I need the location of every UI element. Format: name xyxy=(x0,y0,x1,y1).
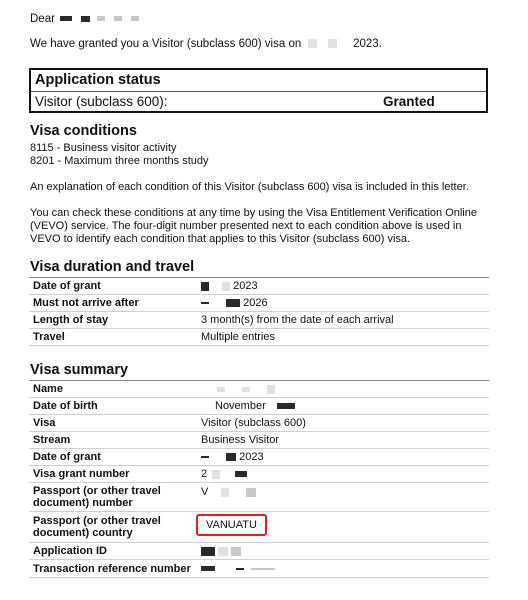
redaction xyxy=(235,471,247,477)
row-label: Must not arrive after xyxy=(29,295,197,312)
greeting-text: Dear xyxy=(30,13,55,25)
status-visa-label: Visitor (subclass 600): xyxy=(35,94,168,109)
row-value xyxy=(197,560,489,578)
row-label: Transaction reference number xyxy=(29,560,197,578)
redaction xyxy=(328,39,337,48)
row-label: Visa xyxy=(29,415,197,432)
redaction xyxy=(308,39,317,48)
table-row xyxy=(29,466,489,483)
table-row xyxy=(29,398,489,415)
redaction xyxy=(114,16,122,21)
table-row xyxy=(29,295,489,312)
redaction xyxy=(201,547,215,556)
redaction xyxy=(212,470,220,479)
table-row xyxy=(29,329,489,346)
redaction xyxy=(226,453,236,461)
row-value: November xyxy=(197,398,489,415)
redaction xyxy=(201,282,209,291)
row-label: Passport (or other travel document) country xyxy=(29,512,197,543)
table-row xyxy=(29,512,489,543)
status-heading: Application status xyxy=(35,72,161,88)
greeting-line xyxy=(30,12,139,26)
redaction xyxy=(201,566,215,571)
redaction xyxy=(201,456,209,458)
redaction xyxy=(251,568,275,570)
row-value: 2023 xyxy=(197,278,489,295)
vevo-line: VEVO to identify each condition that applies to this Visitor (subclass 600) visa. xyxy=(30,233,411,245)
redaction xyxy=(217,387,225,392)
redaction xyxy=(131,16,139,21)
row-label: Date of grant xyxy=(29,278,197,295)
explanation-paragraph: An explanation of each condition of this Visitor (subclass 600) visa is included in this letter. xyxy=(30,181,469,193)
redaction xyxy=(246,488,256,497)
application-status-box xyxy=(29,68,488,113)
row-value xyxy=(197,512,489,543)
conditions-title: Visa conditions xyxy=(30,123,137,139)
intro-line xyxy=(30,37,382,51)
redaction xyxy=(218,547,228,556)
table-row xyxy=(29,449,489,466)
row-label: Passport (or other travel document) number xyxy=(29,483,197,512)
row-value: Business Visitor xyxy=(197,432,489,449)
row-label: Name xyxy=(29,381,197,398)
status-value: Granted xyxy=(383,94,435,109)
vevo-line: You can check these conditions at any time by using the Visa Entitlement Verification Online xyxy=(30,207,477,219)
redaction xyxy=(226,299,240,307)
vevo-line: (VEVO) service. The four-digit number presented next to each condition above is used in xyxy=(30,220,462,232)
table-row xyxy=(29,432,489,449)
redaction xyxy=(277,403,295,409)
redaction xyxy=(231,547,241,556)
table-row xyxy=(29,483,489,512)
row-value: 2 xyxy=(197,466,489,483)
redaction xyxy=(242,387,250,392)
redaction xyxy=(221,488,229,497)
table-row xyxy=(29,381,489,398)
redaction xyxy=(236,568,244,570)
row-value xyxy=(197,381,489,398)
table-row xyxy=(29,415,489,432)
condition-item: 8201 - Maximum three months study xyxy=(30,155,209,167)
summary-title: Visa summary xyxy=(30,362,129,378)
condition-item: 8115 - Business visitor activity xyxy=(30,142,177,154)
intro-year: 2023. xyxy=(353,38,382,50)
row-label: Date of birth xyxy=(29,398,197,415)
row-label: Visa grant number xyxy=(29,466,197,483)
row-value: 2023 xyxy=(197,449,489,466)
redaction xyxy=(222,282,230,291)
row-value: Visitor (subclass 600) xyxy=(197,415,489,432)
row-value: Multiple entries xyxy=(197,329,489,346)
redaction xyxy=(97,16,105,21)
row-label: Application ID xyxy=(29,543,197,560)
row-value: 3 month(s) from the date of each arrival xyxy=(197,312,489,329)
table-row xyxy=(29,543,489,560)
row-label: Length of stay xyxy=(29,312,197,329)
duration-table xyxy=(29,277,489,346)
row-label: Travel xyxy=(29,329,197,346)
table-row xyxy=(29,560,489,578)
summary-table xyxy=(29,380,489,578)
table-row xyxy=(29,278,489,295)
row-label: Stream xyxy=(29,432,197,449)
row-label: Date of grant xyxy=(29,449,197,466)
row-value xyxy=(197,543,489,560)
redaction xyxy=(267,385,275,394)
redaction xyxy=(60,16,72,21)
highlighted-country: VANUATU xyxy=(196,514,267,536)
duration-title: Visa duration and travel xyxy=(30,259,195,275)
row-value: V xyxy=(197,483,489,512)
row-value: 2026 xyxy=(197,295,489,312)
redaction xyxy=(201,302,209,304)
redaction xyxy=(81,16,90,22)
intro-text: We have granted you a Visitor (subclass 600) visa on xyxy=(30,38,302,50)
table-row xyxy=(29,312,489,329)
